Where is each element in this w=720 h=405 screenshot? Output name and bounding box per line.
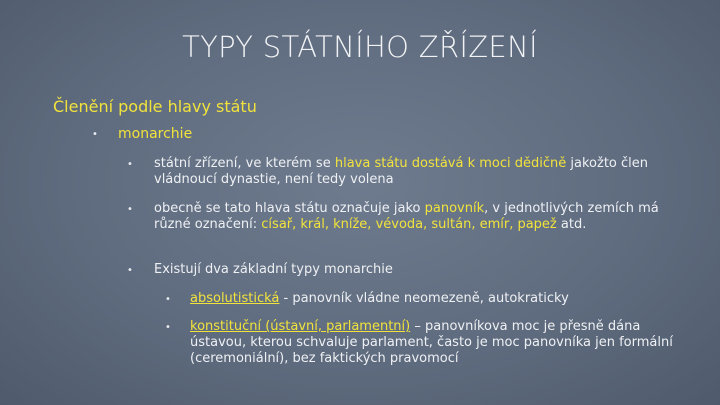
item-text: obecně se tato hlava státu označuje jako xyxy=(154,201,425,216)
item-text: Existují dva základní typy monarchie xyxy=(154,262,393,277)
item-text: státní zřízení, ve kterém se xyxy=(154,156,335,171)
bullet: • xyxy=(165,322,171,333)
sub-list-item xyxy=(190,319,680,367)
highlight-text: hlava státu dostává k moci dědičně xyxy=(334,156,567,171)
highlight-text: panovník xyxy=(424,201,485,216)
list-item xyxy=(154,262,674,278)
bullet: • xyxy=(127,265,133,276)
bullet: • xyxy=(92,129,98,140)
highlight-text: konstituční (ústavní, parlamentní) xyxy=(190,319,411,334)
bullet: • xyxy=(127,159,133,170)
highlight-text: absolutistická xyxy=(190,291,280,306)
item-text: , v jednotlivých zemích má různé označení: xyxy=(154,201,659,232)
list-item xyxy=(154,201,674,233)
slide-title: TYPY STÁTNÍHO ZŘÍZENÍ xyxy=(182,30,538,64)
highlight-text: císař, král, kníže, vévoda, sultán, emír, papež xyxy=(261,217,557,232)
sub-list-item xyxy=(190,291,680,307)
bullet: • xyxy=(127,204,133,215)
heading: Členění podle hlavy státu xyxy=(53,97,257,116)
item-text: atd. xyxy=(556,217,587,232)
item-text: jakožto člen vládnoucí dynastie, není tedy volena xyxy=(154,156,648,187)
subheading: monarchie xyxy=(118,126,193,142)
bullet: • xyxy=(165,294,171,305)
item-text: - panovník vládne neomezeně, autokraticky xyxy=(279,291,569,306)
item-text: – panovníkova moc je přesně dána ústavou, kterou schvaluje parlament, často je moc panovníka jen formální (ceremoniální), bez faktických pravomocí xyxy=(190,319,673,366)
list-item xyxy=(154,156,674,188)
